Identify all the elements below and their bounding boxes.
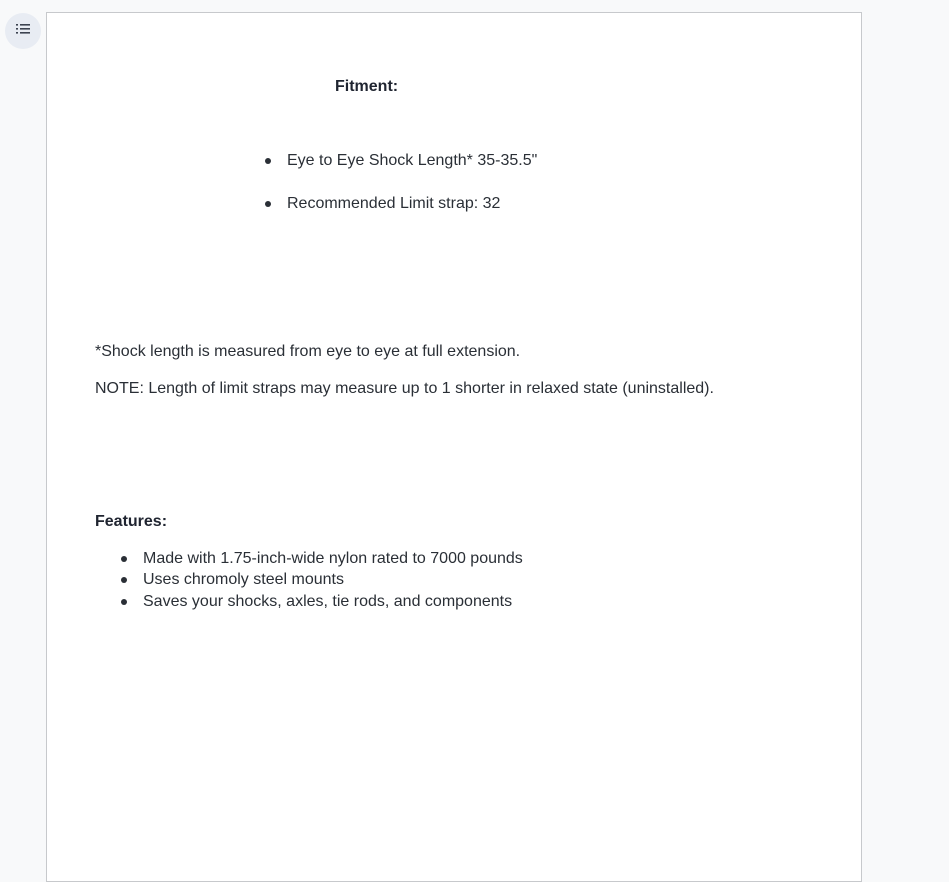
bullet-icon — [265, 201, 271, 207]
bullet-icon — [265, 158, 271, 164]
bullet-icon — [121, 577, 127, 583]
feature-item-text: Uses chromoly steel mounts — [143, 571, 344, 588]
fitment-item-text: Eye to Eye Shock Length* 35-35.5" — [287, 152, 538, 169]
bullet-icon — [121, 599, 127, 605]
feature-item-text: Made with 1.75-inch-wide nylon rated to 7000 pounds — [143, 550, 523, 567]
list-icon — [16, 22, 30, 40]
features-heading: Features: — [95, 513, 168, 530]
fitment-item-text: Recommended Limit strap: 32 — [287, 195, 501, 212]
fitment-heading: Fitment: — [335, 78, 399, 95]
bullet-icon — [121, 556, 127, 562]
document-page[interactable] — [46, 12, 862, 882]
feature-item-text: Saves your shocks, axles, tie rods, and components — [143, 593, 513, 610]
footnote-text: *Shock length is measured from eye to eye at full extension. — [95, 343, 521, 360]
document-outline-button[interactable] — [5, 13, 41, 49]
note-text: NOTE: Length of limit straps may measure up to 1 shorter in relaxed state (uninstalled). — [95, 380, 714, 397]
